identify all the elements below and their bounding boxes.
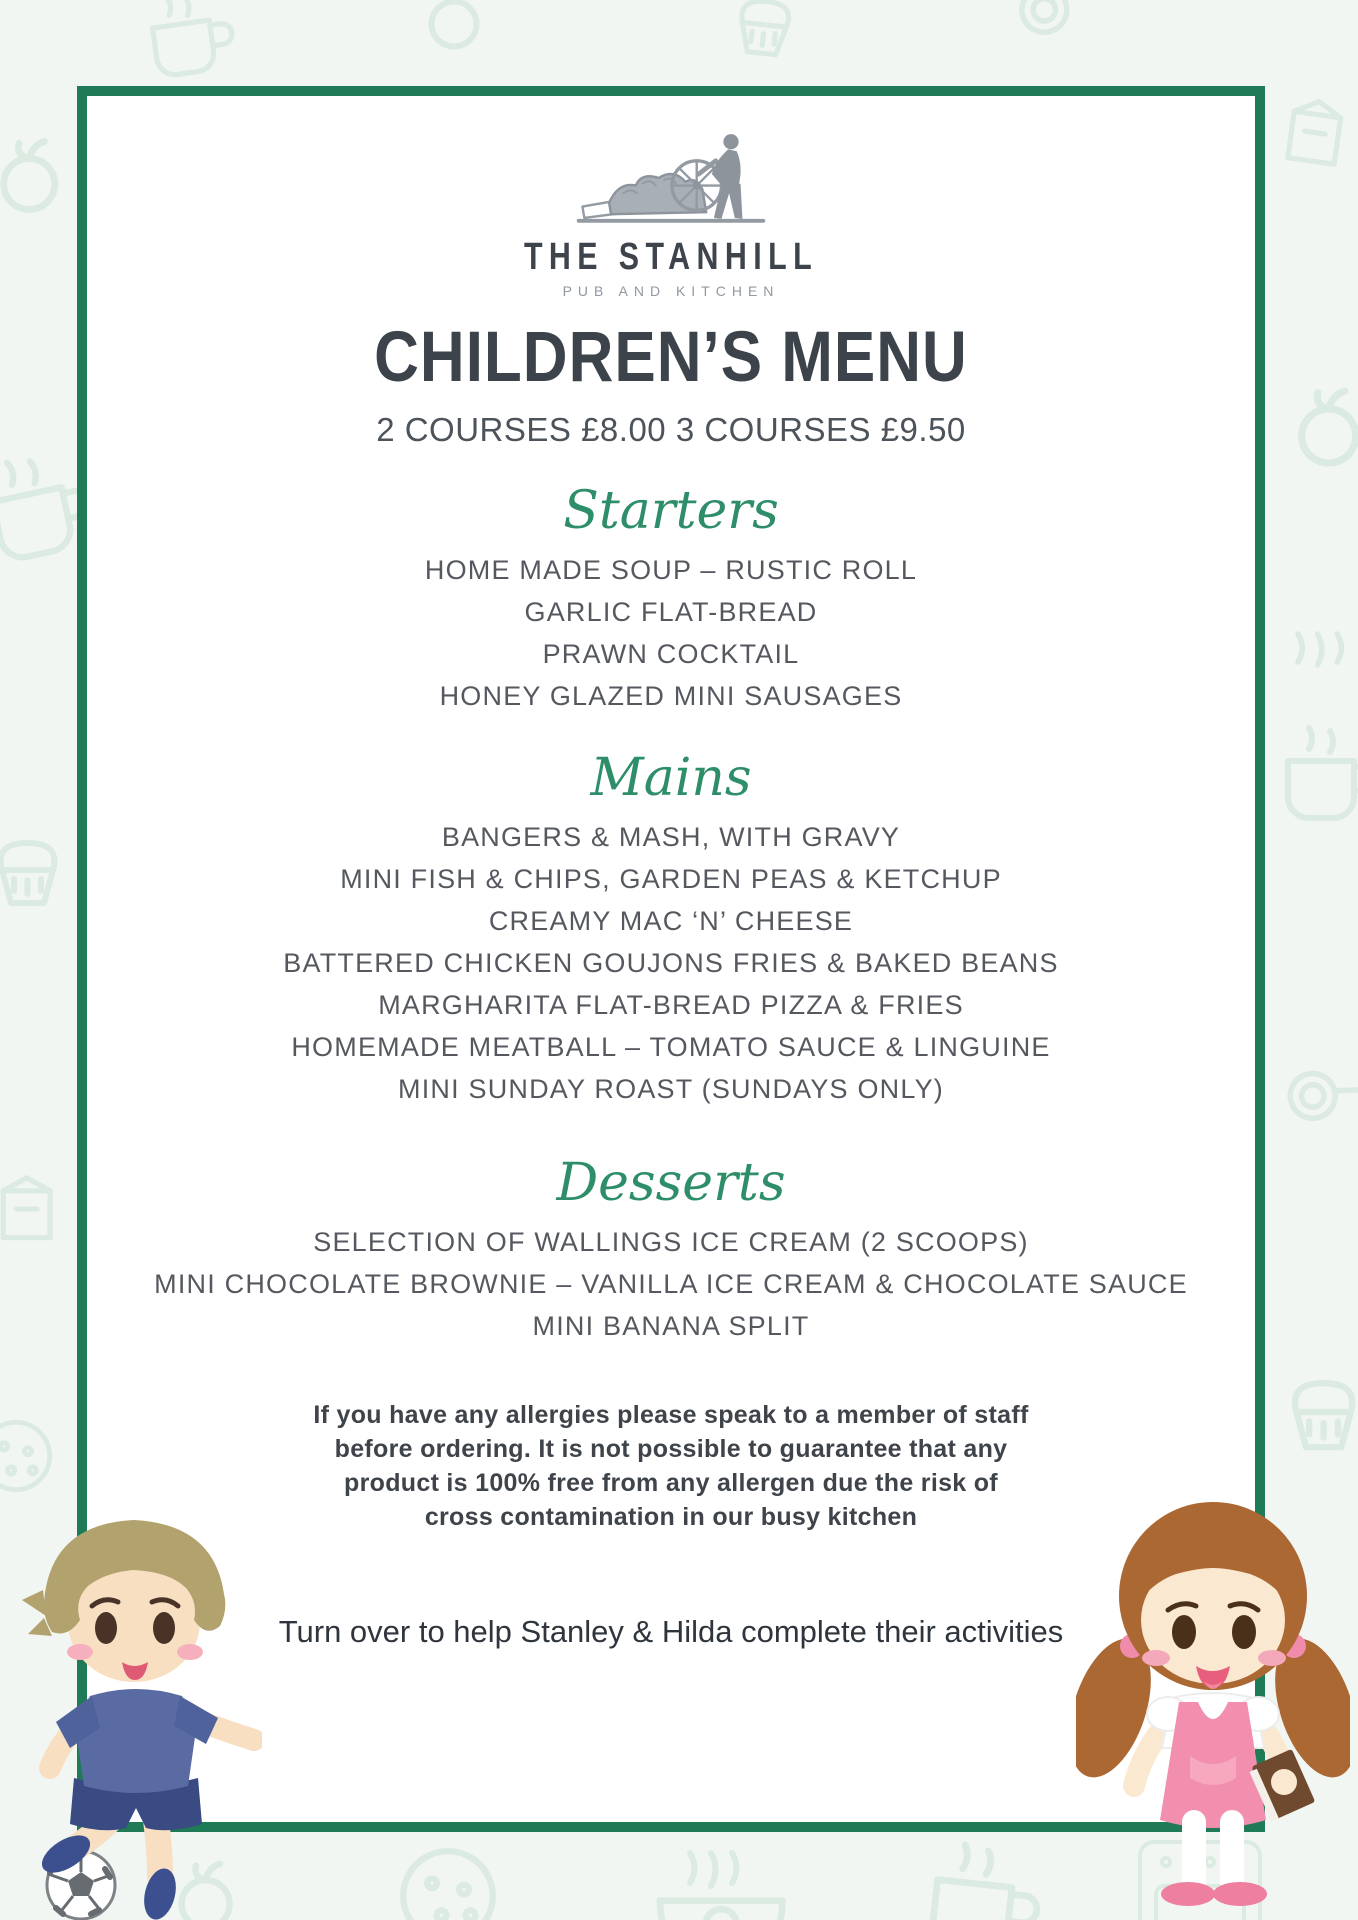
menu-item: CREAMY MAC ‘N’ CHEESE (488, 906, 854, 937)
allergy-notice-line: If you have any allergies please speak to a member of staff (313, 1401, 1029, 1430)
venue-name: THE STANHILL (523, 236, 819, 278)
stanley-boy-illustration (10, 1486, 262, 1920)
section-heading-starters: Starters (563, 481, 779, 542)
section-starters (77, 479, 1265, 712)
girl-shoe (1213, 1882, 1267, 1906)
haymaker-engraving-illustration (571, 122, 771, 232)
menu-content (77, 86, 1265, 1650)
menu-item: MINI CHOCOLATE BROWNIE – VANILLA ICE CREAM & CHOCOLATE SAUCE (154, 1269, 1188, 1300)
menu-item: BATTERED CHICKEN GOUJONS FRIES & BAKED BEANS (283, 948, 1059, 979)
menu-item: MINI FISH & CHIPS, GARDEN PEAS & KETCHUP (340, 864, 1002, 895)
menu-item: MINI SUNDAY ROAST (SUNDAYS ONLY) (398, 1074, 944, 1105)
menu-item: BANGERS & MASH, WITH GRAVY (441, 822, 901, 853)
page-title: CHILDREN’S MENU (374, 317, 968, 398)
hilda-girl-illustration (1076, 1490, 1350, 1918)
boy-shoe (139, 1865, 181, 1920)
menu-item: SELECTION OF WALLINGS ICE CREAM (2 SCOOPS) (313, 1227, 1029, 1258)
allergy-notice-line: before ordering. It is not possible to guarantee that any (334, 1435, 1008, 1464)
girl-shoe (1161, 1882, 1215, 1906)
allergy-notice-line: product is 100% free from any allergen due the risk of (344, 1469, 998, 1498)
section-heading-mains: Mains (590, 748, 752, 809)
section-desserts (77, 1151, 1265, 1342)
course-pricing: 2 COURSES £8.00 3 COURSES £9.50 (376, 411, 966, 449)
menu-item: HOME MADE SOUP – RUSTIC ROLL (424, 555, 918, 586)
menu-item: MINI BANANA SPLIT (532, 1311, 810, 1342)
section-heading-desserts: Desserts (556, 1153, 786, 1214)
menu-item: PRAWN COCKTAIL (542, 639, 800, 670)
allergy-notice-line: cross contamination in our busy kitchen (424, 1503, 918, 1532)
activities-note: Turn over to help Stanley & Hilda complete their activities (278, 1614, 1064, 1650)
allergy-notice (271, 1398, 1071, 1534)
section-mains (77, 746, 1265, 1105)
menu-item: HONEY GLAZED MINI SAUSAGES (439, 681, 903, 712)
menu-item: GARLIC FLAT-BREAD (524, 597, 818, 628)
menu-item: HOMEMADE MEATBALL – TOMATO SAUCE & LINGUINE (291, 1032, 1051, 1063)
venue-tagline: PUB AND KITCHEN (562, 283, 780, 299)
menu-item: MARGHARITA FLAT-BREAD PIZZA & FRIES (378, 990, 964, 1021)
